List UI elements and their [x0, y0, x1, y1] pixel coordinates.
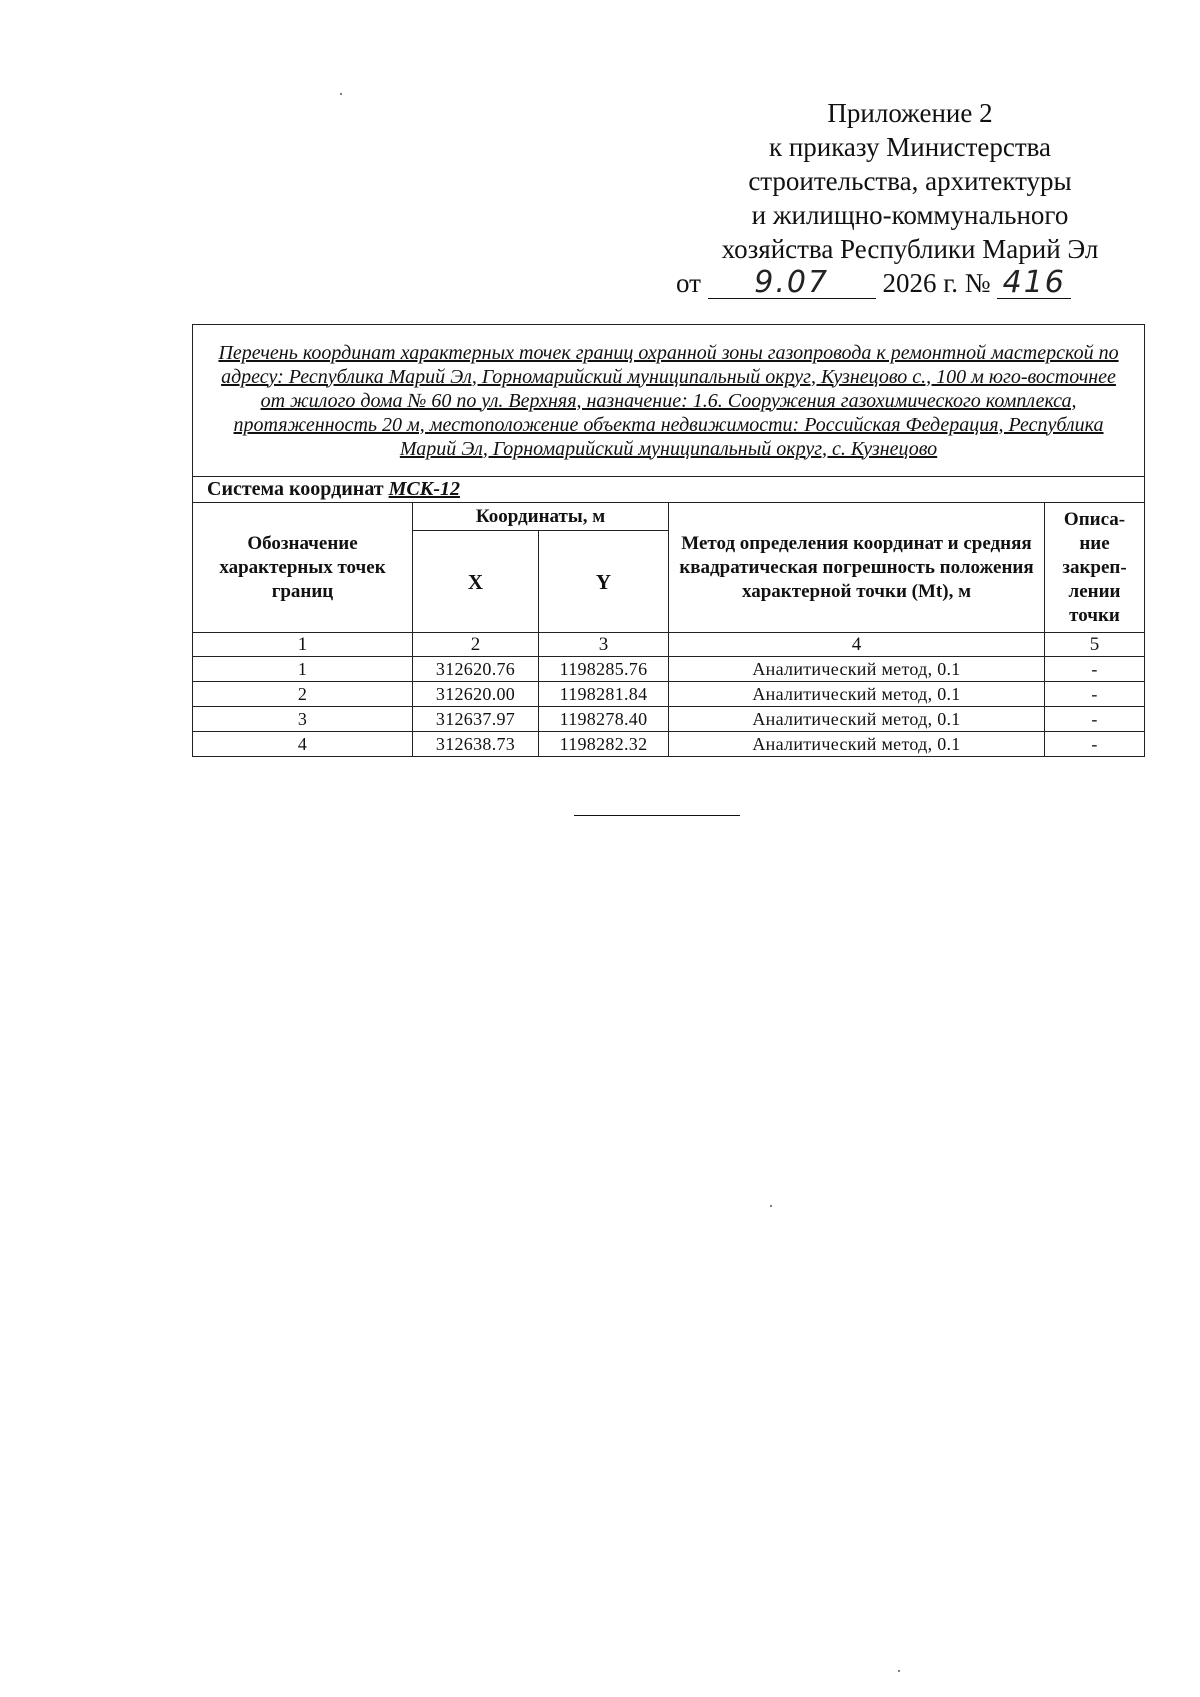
description-cell: - [1045, 707, 1145, 732]
coord-y: 1198281.84 [539, 682, 669, 707]
column-index: 5 [1045, 633, 1145, 657]
coord-x: 312637.97 [413, 707, 539, 732]
appendix-line-2: к приказу Министерства [768, 132, 1052, 162]
description-cell: - [1045, 682, 1145, 707]
column-index: 3 [539, 633, 669, 657]
point-number: 2 [193, 682, 413, 707]
column-index: 1 [193, 633, 413, 657]
coord-x: 312620.00 [413, 682, 539, 707]
order-date-handwritten: 9.07 [708, 268, 876, 299]
header-method: Метод определения координат и средняя квадратическая погрешность положения характерной точки (Mt), м [669, 503, 1045, 633]
point-number: 1 [193, 657, 413, 682]
table-row [193, 657, 1145, 682]
column-index: 4 [669, 633, 1045, 657]
method-cell: Аналитический метод, 0.1 [669, 682, 1045, 707]
coordinates-table [192, 324, 1145, 757]
coord-x: 312620.76 [413, 657, 539, 682]
appendix-line-4: и жилищно-коммунального [751, 200, 1069, 230]
table-row [193, 732, 1145, 757]
table-row [193, 682, 1145, 707]
header-description: Описа-ние закреп-лении точки [1045, 503, 1145, 633]
column-index: 2 [413, 633, 539, 657]
table-row [193, 707, 1145, 732]
coord-y: 1198285.76 [539, 657, 669, 682]
method-cell: Аналитический метод, 0.1 [669, 657, 1045, 682]
coordinate-system-label: Система координат [207, 478, 384, 500]
coordinate-system-name: МСК-12 [388, 478, 460, 500]
date-prefix: от [676, 268, 701, 298]
appendix-line-3: строительства, архитектуры [748, 166, 1072, 196]
year-text: 2026 г. № [882, 268, 991, 298]
header-coordinates: Координаты, м [413, 503, 669, 531]
appendix-title: Приложение 2 [827, 98, 993, 128]
appendix-line-5: хозяйства Республики Марий Эл [721, 234, 1099, 264]
description-cell: - [1045, 732, 1145, 757]
order-number-handwritten: 416 [997, 268, 1071, 299]
column-index-row [193, 633, 1145, 657]
header-y: Y [539, 531, 669, 633]
closing-separator-line [574, 815, 740, 816]
table-caption: Перечень координат характерных точек границ охранной зоны газопровода к ремонтной мастерской по адресу: Республика Марий Эл, Горномарийский муниципальный округ, Кузнецово с., 100 м юго-восточнее от жилого дома № 60 по ул. Верхняя, назначение: 1.6. Сооружения газохимического комплекса, протяженность 20 м, местоположение объекта недвижимости: Российская Федерация, Республика Марий Эл, Горномарийский муниципальный округ, с. Кузнецово [193, 325, 1145, 477]
coord-y: 1198282.32 [539, 732, 669, 757]
header-x: X [413, 531, 539, 633]
scan-speck [898, 1670, 900, 1672]
description-cell: - [1045, 657, 1145, 682]
point-number: 3 [193, 707, 413, 732]
coordinate-system-row [193, 477, 1145, 503]
scan-speck [340, 93, 342, 95]
point-number: 4 [193, 732, 413, 757]
header-point-designation: Обозначение характерных точек границ [193, 503, 413, 633]
coord-x: 312638.73 [413, 732, 539, 757]
scan-speck [770, 1205, 772, 1207]
coord-y: 1198278.40 [539, 707, 669, 732]
appendix-header [676, 96, 1140, 300]
order-date-line [676, 266, 1136, 300]
method-cell: Аналитический метод, 0.1 [669, 707, 1045, 732]
method-cell: Аналитический метод, 0.1 [669, 732, 1045, 757]
